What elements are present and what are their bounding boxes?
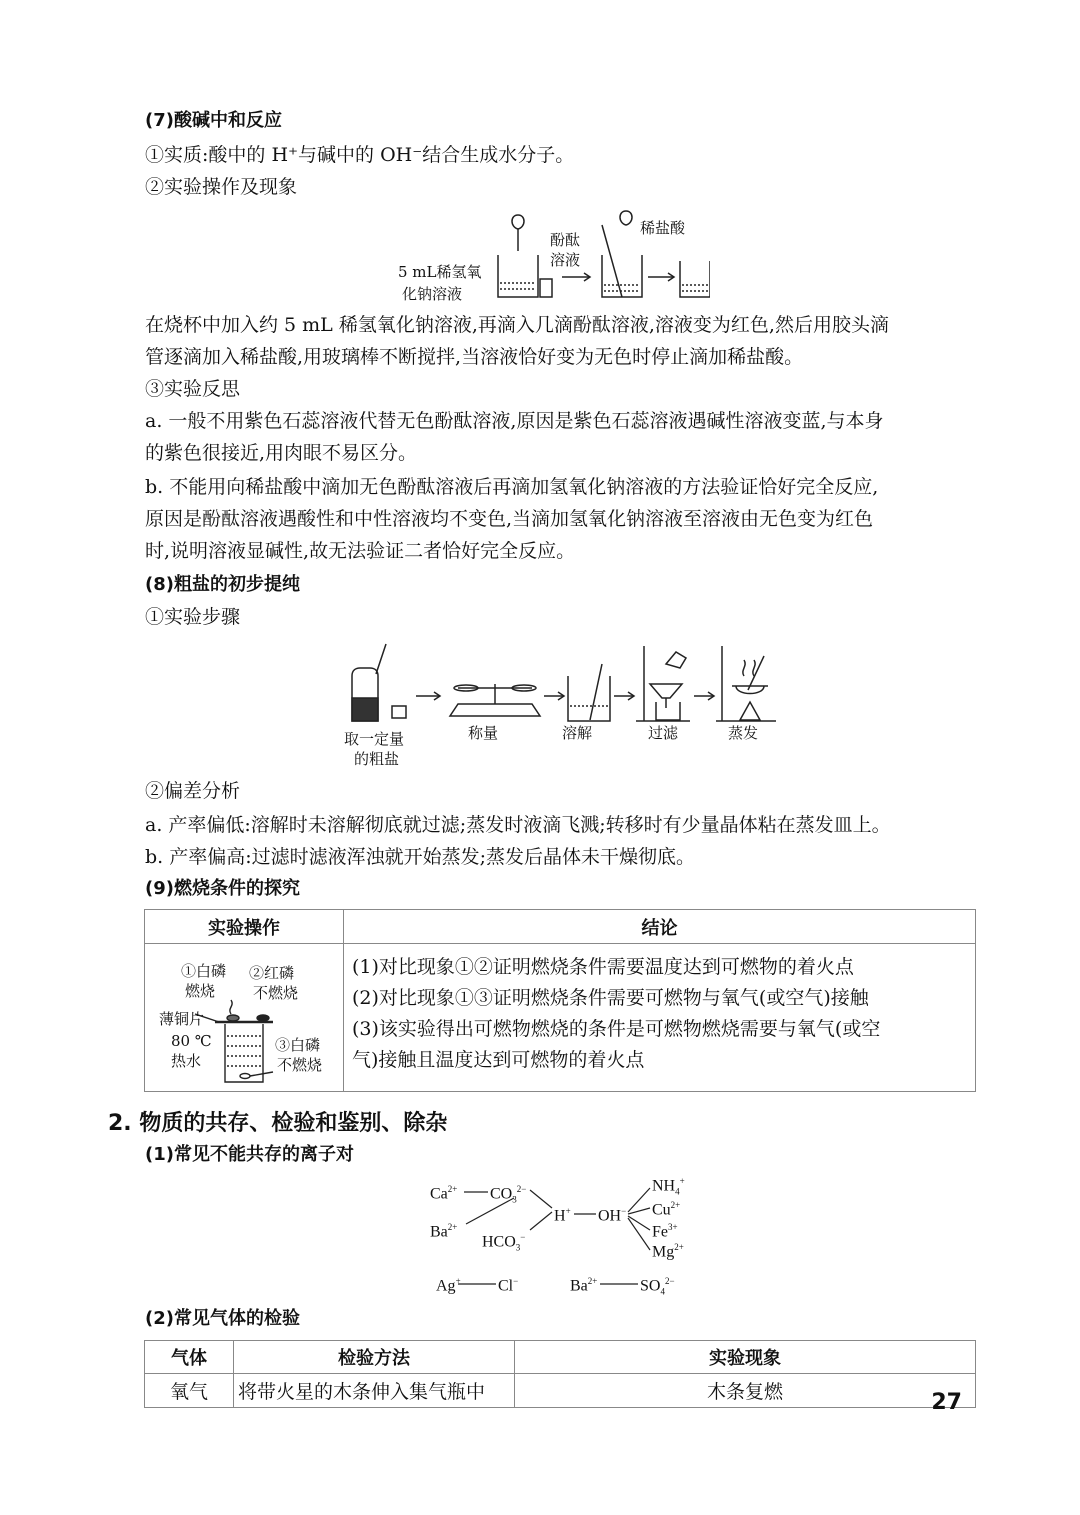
table-row	[145, 1374, 976, 1408]
bottle-label: 粗盐	[356, 685, 376, 696]
paragraph: 的紫色很接近,用肉眼不易区分。	[145, 442, 418, 464]
combustion-table	[144, 909, 976, 1092]
subsection-title: (1)常见不能共存的离子对	[145, 1144, 354, 1165]
step-label: 取一定量	[344, 730, 405, 748]
conclusion-cell	[344, 944, 976, 1092]
ion-pairs-diagram	[420, 1172, 700, 1302]
paragraph: a. 一般不用紫色石蕊溶液代替无色酚酞溶液,原因是紫色石蕊溶液遇碱性溶液变蓝,与本身	[145, 410, 884, 432]
method-cell: 将带火星的木条伸入集气瓶中	[234, 1374, 515, 1408]
section-8-title: (8)粗盐的初步提纯	[145, 574, 300, 595]
paragraph: a. 产率偏低:溶解时未溶解彻底就过滤;蒸发时液滴飞溅;转移时有少量晶体粘在蒸发皿上。	[145, 814, 891, 836]
paragraph: 原因是酚酞溶液遇酸性和中性溶液均不变色,当滴加氢氧化钠溶液至溶液由无色变为红色	[145, 508, 874, 530]
section-9-title: (9)燃烧条件的探究	[145, 878, 300, 899]
section-2-title: 2. 物质的共存、检验和鉴别、除杂	[108, 1111, 448, 1136]
step-label: 过滤	[648, 724, 679, 742]
ion-cu: $Cu^{2+}$	[652, 1200, 681, 1219]
paragraph: ②偏差分析	[145, 780, 241, 802]
fig-label: 热水	[171, 1052, 202, 1070]
col-header: 检验方法	[234, 1341, 515, 1374]
col-header: 气体	[145, 1341, 234, 1374]
fig-label: 不燃烧	[253, 984, 299, 1002]
paragraph: b. 产率偏高:过滤时滤液浑浊就开始蒸发;蒸发后晶体未干燥彻底。	[145, 846, 696, 868]
ion-nh4: $NH_4^+$	[652, 1176, 685, 1197]
phenomenon-cell: 木条复燃	[515, 1374, 976, 1408]
paragraph: 管逐滴加入稀盐酸,用玻璃棒不断搅拌,当溶液恰好变为无色时停止滴加稀盐酸。	[145, 346, 804, 368]
step-label: 溶解	[562, 724, 593, 742]
ion-h: H+	[554, 1206, 571, 1225]
section-7-title: (7)酸碱中和反应	[145, 110, 282, 131]
ion-oh: OH−	[598, 1206, 627, 1225]
step-label: 称量	[468, 724, 499, 742]
ion-ba2: $Ba^{2+}$	[570, 1276, 598, 1295]
conclusion-line: (3)该实验得出可燃物燃烧的条件是可燃物燃烧需要与氧气(或空	[352, 1018, 881, 1040]
paragraph: 在烧杯中加入约 5 mL 稀氢氧化钠溶液,再滴入几滴酚酞溶液,溶液变为红色,然后用胶头滴	[145, 314, 889, 336]
ion-ca: $Ca^{2+}$	[430, 1184, 458, 1203]
paragraph: ①实质:酸中的 H⁺与碱中的 OH⁻结合生成水分子。	[145, 144, 575, 166]
conclusion-line: (1)对比现象①②证明燃烧条件需要温度达到可燃物的着火点	[352, 956, 854, 978]
paragraph: b. 不能用向稀盐酸中滴加无色酚酞溶液后再滴加氢氧化钠溶液的方法验证恰好完全反应,	[145, 476, 879, 498]
ion-so4: $SO_4^{2-}$	[640, 1276, 675, 1297]
conclusion-line: (2)对比现象①③证明燃烧条件需要可燃物与氧气(或空气)接触	[352, 987, 869, 1009]
col-header: 结论	[344, 910, 976, 944]
paragraph: ①实验步骤	[145, 606, 241, 628]
fig-label: ①白磷	[181, 962, 227, 980]
conclusion-line: 气)接触且温度达到可燃物的着火点	[352, 1049, 645, 1071]
fig-label: 80 ℃	[171, 1032, 212, 1050]
ion-ag: Ag+	[436, 1276, 461, 1295]
fig-label: 化钠溶液	[402, 285, 463, 303]
fig-label: 酚酞	[550, 231, 581, 249]
fig-label: 薄铜片	[159, 1010, 205, 1028]
col-header: 实验操作	[145, 910, 344, 944]
ion-fe: $Fe^{3+}$	[652, 1222, 678, 1241]
col-header: 实验现象	[515, 1341, 976, 1374]
ion-mg: $Mg^{2+}$	[652, 1242, 684, 1261]
fig-label: 溶液	[550, 251, 581, 269]
ion-co3: $CO_3^{2-}$	[490, 1184, 527, 1205]
fig-label: ③白磷	[275, 1036, 321, 1054]
paragraph: ③实验反思	[145, 378, 241, 400]
ion-ba: $Ba^{2+}$	[430, 1222, 458, 1241]
step-label: 蒸发	[728, 724, 759, 742]
subsection-title: (2)常见气体的检验	[145, 1308, 300, 1329]
gas-cell: 氧气	[145, 1374, 234, 1408]
neutralization-figure	[390, 205, 710, 305]
fig-label: 5 mL稀氢氧	[398, 263, 482, 281]
salt-purification-figure	[340, 636, 780, 771]
paragraph: 时,说明溶液显碱性,故无法验证二者恰好完全反应。	[145, 540, 576, 562]
step-label: 的粗盐	[354, 750, 400, 768]
ion-cl: Cl−	[498, 1276, 519, 1295]
fig-label: 稀盐酸	[640, 219, 686, 237]
salt-steps-diagram	[340, 636, 780, 726]
paragraph: ②实验操作及现象	[145, 176, 298, 198]
ion-hco3: $HCO_3^-$	[482, 1232, 526, 1253]
gas-test-table	[144, 1340, 976, 1408]
page-number: 27	[931, 1390, 962, 1415]
fig-label: 燃烧	[185, 982, 216, 1000]
combustion-figure-cell	[145, 944, 344, 1092]
fig-label: 不燃烧	[277, 1056, 323, 1074]
fig-label: ②红磷	[249, 964, 295, 982]
